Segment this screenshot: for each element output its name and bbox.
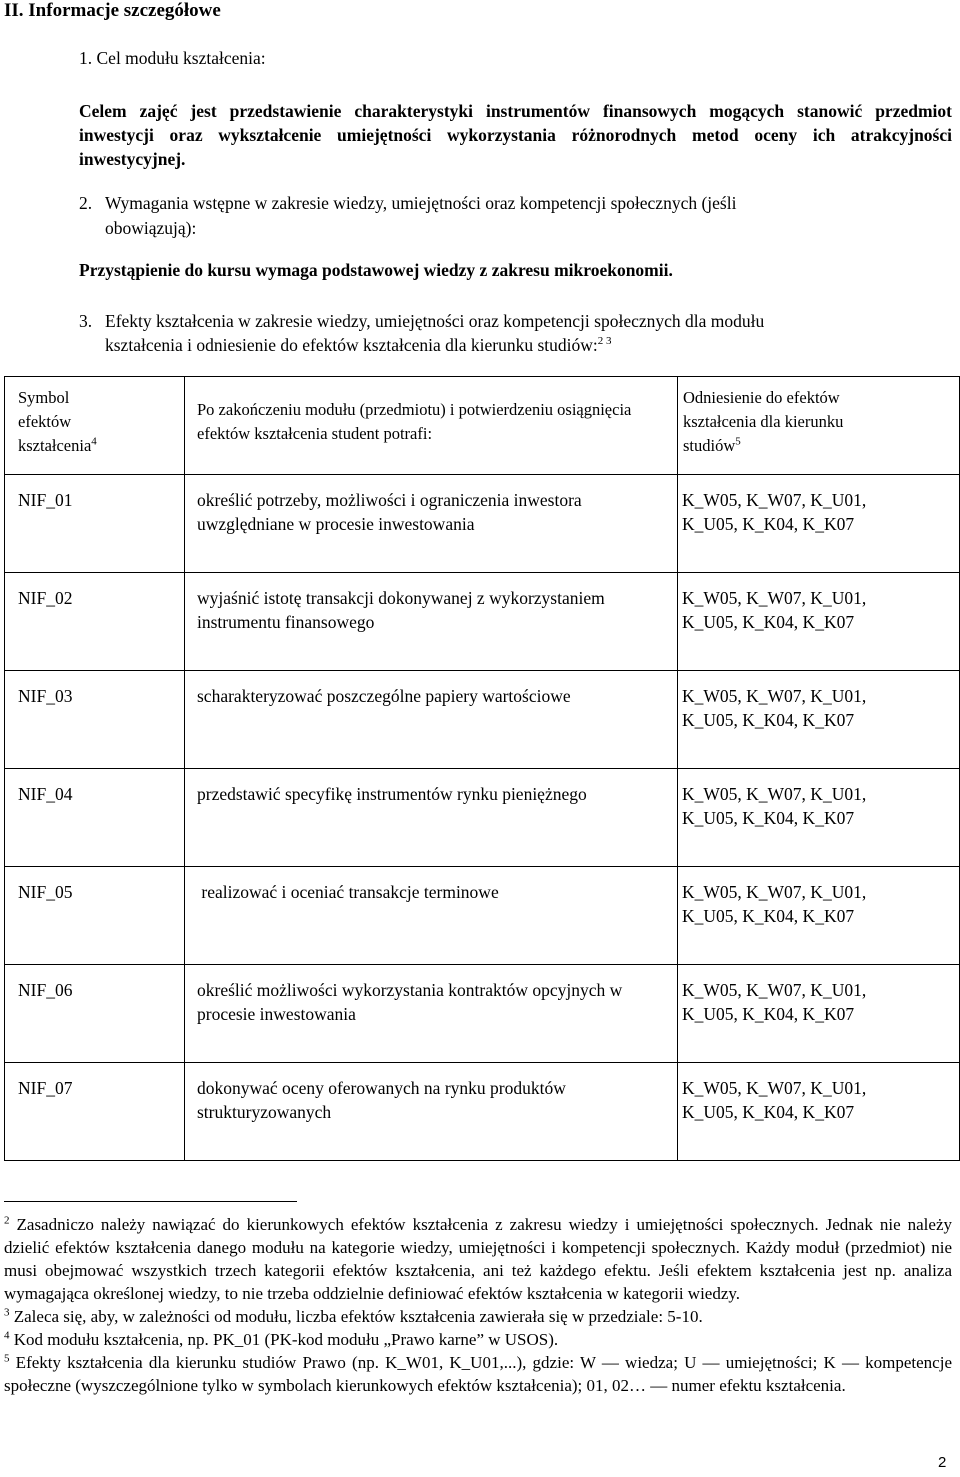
row-reference-line1: K_W05, K_W07, K_U01,	[682, 490, 867, 510]
item2-body: Przystąpienie do kursu wymaga podstawowej wiedzy z zakresu mikroekonomii.	[79, 260, 673, 280]
row-symbol: NIF_03	[18, 686, 73, 706]
row-symbol: NIF_01	[18, 490, 73, 510]
footnote-text: Kod modułu kształcenia, np. PK_01 (PK-kod modułu „Prawo karne” w USOS).	[9, 1330, 559, 1349]
item1-label: 1. Cel modułu kształcenia:	[79, 48, 266, 68]
row-reference-line2: K_U05, K_K04, K_K07	[682, 1004, 855, 1024]
row-reference-line2: K_U05, K_K04, K_K07	[682, 1102, 855, 1122]
row-description: realizować i oceniać transakcje terminowe	[197, 882, 499, 902]
item2-number: 2.	[79, 193, 93, 213]
table-row	[5, 573, 960, 671]
footnote-mark: 5	[4, 1352, 10, 1365]
item1-body: Celem zajęć jest przedstawienie charakterystyki instrumentów finansowych mogących stanowić przedmiot inwestycji oraz wykształcenie umiejętności wykorzystania różnorodnych metod oceny ich atrakcyjności inwestycyjnej.	[79, 101, 952, 169]
header-symbol-line3: kształcenia	[18, 436, 92, 455]
header-symbol-sup: 4	[91, 435, 97, 448]
row-reference-line2: K_U05, K_K04, K_K07	[682, 514, 855, 534]
table-header-row	[5, 377, 960, 475]
row-reference-line1: K_W05, K_W07, K_U01,	[682, 686, 867, 706]
footnote-text: Zaleca się, aby, w zależności od modułu, liczba efektów kształcenia zawierała się w przedziale: 5-10.	[9, 1307, 703, 1326]
row-description: wyjaśnić istotę transakcji dokonywanej z wykorzystaniem instrumentu finansowego	[197, 588, 605, 632]
footnote	[4, 1213, 952, 1305]
footnote-text: Efekty kształcenia dla kierunku studiów Prawo (np. K_W01, K_U01,...), gdzie: W — wiedza; U — umiejętności; K — kompetencje społeczne (wyszczególnione tylko w symbolach kierunkowych efektów kształcenia); 01, 02… — numer efektu kształcenia.	[4, 1353, 952, 1395]
header-symbol-line2: efektów	[18, 412, 72, 431]
row-description: dokonywać oceny oferowanych na rynku produktów strukturyzowanych	[197, 1078, 566, 1122]
row-reference-line1: K_W05, K_W07, K_U01,	[682, 588, 867, 608]
item2-label-line1: Wymagania wstępne w zakresie wiedzy, umiejętności oraz kompetencji społecznych (jeśli	[105, 193, 737, 213]
row-reference-line1: K_W05, K_W07, K_U01,	[682, 1078, 867, 1098]
footnote-text: Zasadniczo należy nawiązać do kierunkowych efektów kształcenia z zakresu wiedzy i umiejętności społecznych. Jednak nie należy dzielić efektów kształcenia danego modułu na kategorie wiedzy, umiejętności i kompetencji społecznych. Każdy moduł (przedmiot) nie musi obejmować wszystkich trzech kategorii efektów kształcenia, ani też każdego efektu. Jeśli efektem kształcenia jest np. analiza wymagająca określonej wiedzy, to nie trzeba oddzielnie definiować efektów kształcenia w kategorii wiedzy.	[4, 1215, 952, 1303]
footnote-mark: 2	[4, 1214, 10, 1227]
section-heading: II. Informacje szczegółowe	[4, 0, 221, 21]
row-description: określić możliwości wykorzystania kontraktów opcyjnych w procesie inwestowania	[197, 980, 623, 1024]
footnote-separator	[4, 1201, 297, 1202]
header-symbol	[5, 377, 185, 475]
header-reference-line3: studiów	[683, 436, 736, 455]
row-description: przedstawić specyfikę instrumentów rynku pieniężnego	[197, 784, 587, 804]
header-symbol-line1: Symbol	[18, 388, 70, 407]
row-description: scharakteryzować poszczególne papiery wartościowe	[197, 686, 571, 706]
row-symbol: NIF_06	[18, 980, 73, 1000]
page-number: 2	[938, 1454, 947, 1471]
row-reference-line2: K_U05, K_K04, K_K07	[682, 710, 855, 730]
footnote-mark: 4	[4, 1329, 10, 1342]
table-row	[5, 769, 960, 867]
footnote	[4, 1351, 952, 1397]
row-reference-line1: K_W05, K_W07, K_U01,	[682, 784, 867, 804]
footnote	[4, 1328, 952, 1351]
effects-table	[4, 376, 960, 1161]
row-description: określić potrzeby, możliwości i ograniczenia inwestora uwzględniane w procesie inwestowania	[197, 490, 582, 534]
table-row	[5, 1063, 960, 1161]
header-reference-sup: 5	[735, 435, 741, 448]
item3-footnote-ref: 2 3	[597, 335, 612, 348]
row-reference-line1: K_W05, K_W07, K_U01,	[682, 980, 867, 1000]
item3	[79, 309, 952, 357]
table-row	[5, 965, 960, 1063]
header-reference-line2: kształcenia dla kierunku	[683, 412, 844, 431]
item3-label-line1: Efekty kształcenia w zakresie wiedzy, umiejętności oraz kompetencji społecznych dla modułu	[105, 311, 765, 331]
table-row	[5, 867, 960, 965]
table-row	[5, 671, 960, 769]
footnotes	[4, 1213, 952, 1397]
item2	[79, 191, 952, 241]
row-symbol: NIF_05	[18, 882, 73, 902]
item3-label-line2: kształcenia i odniesienie do efektów kształcenia dla kierunku studiów:	[105, 335, 598, 355]
header-description	[185, 377, 678, 475]
row-symbol: NIF_02	[18, 588, 73, 608]
row-reference-line2: K_U05, K_K04, K_K07	[682, 808, 855, 828]
item3-number: 3.	[79, 311, 93, 331]
row-reference-line2: K_U05, K_K04, K_K07	[682, 612, 855, 632]
footnote	[4, 1305, 952, 1328]
row-symbol: NIF_04	[18, 784, 73, 804]
table-row	[5, 475, 960, 573]
item2-label-line2: obowiązują):	[105, 218, 197, 238]
footnote-mark: 3	[4, 1306, 10, 1319]
header-description-text: Po zakończeniu modułu (przedmiotu) i potwierdzeniu osiągnięcia efektów kształcenia student potrafi:	[197, 400, 632, 443]
header-reference	[678, 377, 960, 475]
row-reference-line2: K_U05, K_K04, K_K07	[682, 906, 855, 926]
header-reference-line1: Odniesienie do efektów	[683, 388, 840, 407]
row-reference-line1: K_W05, K_W07, K_U01,	[682, 882, 867, 902]
row-symbol: NIF_07	[18, 1078, 73, 1098]
